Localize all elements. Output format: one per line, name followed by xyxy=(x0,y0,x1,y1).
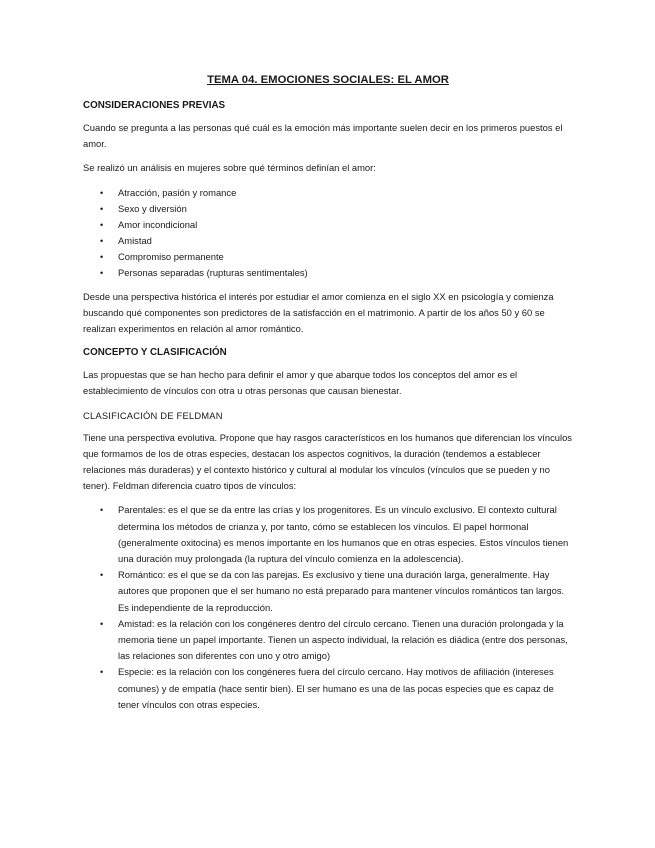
list-item xyxy=(83,249,573,265)
list-item xyxy=(83,664,573,713)
bullet-icon: • xyxy=(100,219,104,230)
document-page xyxy=(83,72,573,721)
list-item xyxy=(83,567,573,616)
section-heading-consideraciones: CONSIDERACIONES PREVIAS xyxy=(83,100,226,111)
bullet-icon: • xyxy=(100,203,104,214)
list-item-text: Amor incondicional xyxy=(118,218,198,230)
list-item-text: Sexo y diversión xyxy=(118,202,187,214)
bullet-icon: • xyxy=(100,235,104,246)
list-item-text: Amistad: es la relación con los congéneres dentro del círculo cercano. Tienen una duración prolongada y la memoria tiene un papel importante. Tienen un aspecto individual, la relación es diádica (entre dos personas, las relaciones son diferentes con uno y otro amigo) xyxy=(118,617,568,662)
paragraph: Cuando se pregunta a las personas qué cuál es la emoción más importante suelen decir en los primeros puestos el amor. xyxy=(83,122,563,150)
list-item xyxy=(83,185,573,201)
paragraph: Desde una perspectiva histórica el interés por estudiar el amor comienza en el siglo XX en psicología y comienza buscando qué componentes son predictores de la satisfacción en el matrimonio. A partir de los años 50 y 60 se realizan experimentos en relación al amor romántico. xyxy=(83,290,554,335)
list-item xyxy=(83,233,573,249)
section-heading-concepto: CONCEPTO Y CLASIFICACIÓN xyxy=(83,347,227,359)
definition-list xyxy=(83,185,573,281)
list-item xyxy=(83,265,573,281)
list-item-text: Amistad xyxy=(118,234,152,246)
list-item xyxy=(83,616,573,665)
bullet-icon: • xyxy=(100,505,104,516)
list-item-text: Compromiso permanente xyxy=(118,250,224,262)
list-item-text: Atracción, pasión y romance xyxy=(118,186,237,198)
list-item-text: Especie: es la relación con los congéneres fuera del círculo cercano. Hay motivos de afiliación (intereses comunes) y de empatía (hace sentir bien). El ser humano es una de las pocas especies que es capaz de tener vínculos con otras especies. xyxy=(118,666,554,710)
list-item xyxy=(83,502,573,567)
bullet-icon: • xyxy=(100,187,104,198)
bullet-icon: • xyxy=(100,667,104,678)
paragraph: Las propuestas que se han hecho para definir el amor y que abarque todos los conceptos del amor es el establecimiento de vínculos con otra u otras personas que causan bienestar. xyxy=(83,369,518,397)
bullet-icon: • xyxy=(100,267,104,278)
paragraph: Se realizó un análisis en mujeres sobre qué términos definían el amor: xyxy=(83,162,376,174)
bullet-icon: • xyxy=(100,570,104,581)
list-item-text: Romántico: es el que se da con las parejas. Es exclusivo y tiene una duración larga, generalmente. Hay autores que proponen que el ser humano no está preparado para mantener vínculos románticos tan largos. Es independiente de la reproducción. xyxy=(118,569,565,613)
bullet-icon: • xyxy=(100,618,104,629)
list-item-text: Personas separadas (rupturas sentimentales) xyxy=(118,266,308,278)
paragraph: Tiene una perspectiva evolutiva. Propone que hay rasgos característicos en los humanos que diferencian los vínculos que formamos de los de otras especies, destacan los aspectos cognitivos, la duración (tendemos a establecer relaciones más duraderas) y el contexto histórico y cultural al modular los vínculos (vínculos que se pueden y no tener). Feldman diferencia cuatro tipos de vínculos: xyxy=(83,431,572,492)
bullet-icon: • xyxy=(100,251,104,262)
list-item-text: Parentales: es el que se da entre las crías y los progenitores. Es un vínculo exclusivo. El contexto cultural determina los métodos de crianza y, por tanto, cómo se establecen los vínculos. El papel hormonal (generalmente oxitocina) es menos importante en los humanos que en otras especies. Estos vínculos tienen una duración muy prolongada (la ruptura del vínculo comienza en la adolescencia). xyxy=(118,504,569,565)
subsection-heading-feldman: CLASIFICACIÓN DE FELDMAN xyxy=(83,409,223,421)
list-item xyxy=(83,201,573,217)
bond-types-list xyxy=(83,502,573,713)
list-item xyxy=(83,217,573,233)
page-title: TEMA 04. EMOCIONES SOCIALES: EL AMOR xyxy=(207,74,449,86)
